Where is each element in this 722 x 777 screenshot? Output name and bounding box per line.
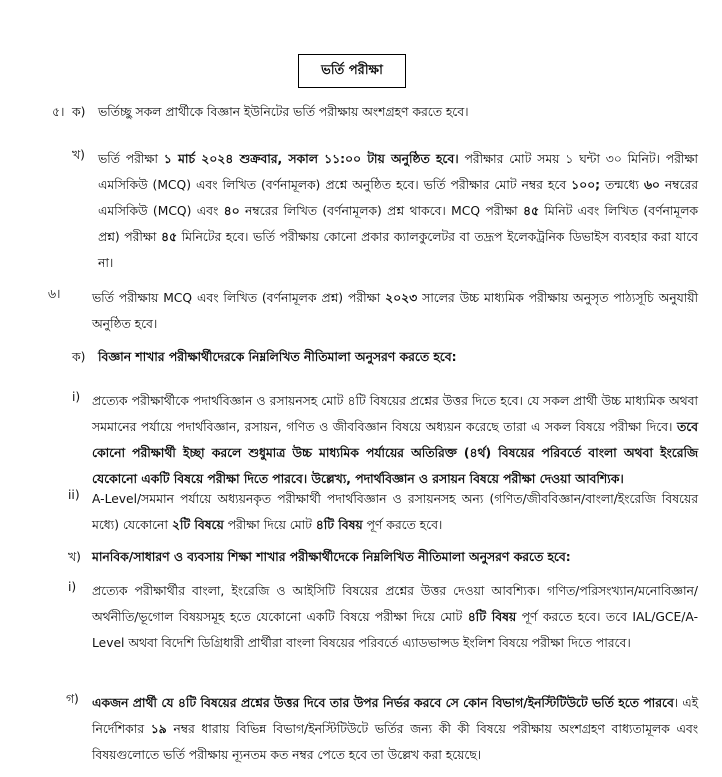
s5-a-text: ভর্তিচ্ছু সকল প্রার্থীকে বিজ্ঞান ইউনিটের ভর্তি পরীক্ষায় অংশগ্রহণ করতে হবে। [98, 105, 469, 119]
section-6-number: ৬। [48, 287, 61, 301]
s5-b-paragraph: ভর্তি পরীক্ষা ১ মার্চ ২০২৪ শুক্রবার, সকাল ১১:০০ টায় অনুষ্ঠিত হবে। পরীক্ষার মোট সময় ১ ঘন্টা ৩০ মিনিট। পরীক্ষা এমসিকিউ (MCQ) এবং লিখিত (বর্ণনামূলক) প্রশ্নে অনুষ্ঠিত হবে। ভর্তি পরীক্ষার মোট নম্বর হবে ১০০; তন্মধ্যে ৬০ নম্বরের এমসিকিউ (MCQ) এবং ৪০ নম্বরের লিখিত (বর্ণনামূলক) প্রশ্ন থাকবে। MCQ পরীক্ষা ৪৫ মিনিট এবং লিখিত (বর্ণনামূলক প্রশ্ন) পরীক্ষা ৪৫ মিনিটের হবে। ভর্তি পরীক্ষায় কোনো প্রকার ক্যালকুলেটর বা তদ্রূপ ইলেকট্রনিক ডিভাইস ব্যবহার করা যাবে না। [98, 152, 699, 270]
s6-b-heading: মানবিক/সাধারণ ও ব্যবসায় শিক্ষা শাখার পরীক্ষার্থীদেকে নিম্নলিখিত নীতিমালা অনুসরণ করতে হবে: [92, 550, 571, 564]
s6-a-i-label: i) [72, 390, 81, 404]
section-5-number: ৫। [52, 105, 65, 119]
s6-a-i-paragraph: প্রত্যেক পরীক্ষার্থীকে পদার্থবিজ্ঞান ও রসায়নসহ মোট ৪টি বিষয়ের প্রশ্নের উত্তর দিতে হবে। যে সকল প্রার্থী উচ্চ মাধ্যমিক অথবা সমমানের পর্যায়ে পদার্থবিজ্ঞান, রসায়ন, গণিত ও জীববিজ্ঞান বিষয়ে অধ্যয়ন করেছে তারা এ সকল বিষয়ে পরীক্ষা দিবে। তবে কোনো পরীক্ষার্থী ইচ্ছা করলে শুধুমাত্র উচ্চ মাধ্যমিক পর্যায়ের অতিরিক্ত (৪র্থ) বিষয়ের পরিবর্তে বাংলা অথবা ইংরেজি যেকোনো একটি বিষয়ে পরীক্ষা দিতে পারবে। উল্লেখ্য, পদার্থবিজ্ঞান ও রসায়ন বিষয়ে পরীক্ষা দেওয়া আবশ্যিক। [92, 394, 698, 486]
section-title: ভর্তি পরীক্ষা [298, 54, 406, 88]
s6-b-i-paragraph: প্রত্যেক পরীক্ষার্থীর বাংলা, ইংরেজি ও আইসিটি বিষয়ের প্রশ্নের উত্তর দেওয়া আবশ্যিক। গণিত/পরিসংখ্যান/মনোবিজ্ঞান/অর্থনীতি/ভূগোল বিষয়সমূহ হতে যেকোনো একটি বিষয়ে পরীক্ষা দিয়ে মোট ৪টি বিষয় পূর্ণ করতে হবে। তবে IAL/GCE/A-Level অথবা বিদেশি ডিগ্রিধারী প্রার্থীরা বাংলা বিষয়ের পরিবর্তে এ্যাডভান্সড ইংলিশ বিষয়ে পরীক্ষা দিতে পারবে। [92, 584, 699, 650]
s6-b-i-label: i) [68, 580, 77, 594]
s6-intro: ভর্তি পরীক্ষায় MCQ এবং লিখিত (বর্ণনামূলক প্রশ্ন) পরীক্ষা ২০২৩ সালের উচ্চ মাধ্যমিক পরীক্ষায় অনুসৃত পাঠ্যসূচি অনুযায়ী অনুষ্ঠিত হবে। [92, 291, 698, 331]
s6-b-label: খ) [68, 550, 81, 564]
s6-a-ii-paragraph: A-Level/সমমান পর্যায়ে অধ্যয়নকৃত পরীক্ষার্থী পদার্থবিজ্ঞান ও রসায়নসহ অন্য (গণিত/জীববিজ্ঞান/বাংলা/ইংরেজি বিষয়ের মধ্যে) যেকোনো ২টি বিষয়ে পরীক্ষা দিয়ে মোট ৪টি বিষয় পূর্ণ করতে হবে। [92, 492, 698, 532]
s6-c-label: গ) [66, 692, 79, 706]
s6-c-paragraph: একজন প্রার্থী যে ৪টি বিষয়ের প্রশ্নের উত্তর দিবে তার উপর নির্ভর করবে সে কোন বিভাগ/ইনস্টিটিউটে ভর্তি হতে পারবে। এই নির্দেশিকার ১৯ নম্বর ধারায় বিভিন্ন বিভাগ/ইনস্টিটিউটে ভর্তির জন্য কী কী বিষয়ে পরীক্ষায় অংশগ্রহণ বাধ্যতামূলক এবং বিষয়গুলোতে ভর্তি পরীক্ষায় ন্যূনতম কত নম্বর পেতে হবে তা উল্লেখ করা হয়েছে। [92, 696, 698, 762]
s6-a-label: ক) [72, 350, 86, 364]
s5-b-label: খ) [72, 148, 85, 162]
s5-a-label: ক) [72, 105, 86, 119]
s6-a-ii-label: ii) [68, 488, 80, 502]
s6-a-heading: বিজ্ঞান শাখার পরীক্ষার্থীদেরকে নিম্নলিখিত নীতিমালা অনুসরণ করতে হবে: [98, 350, 457, 364]
